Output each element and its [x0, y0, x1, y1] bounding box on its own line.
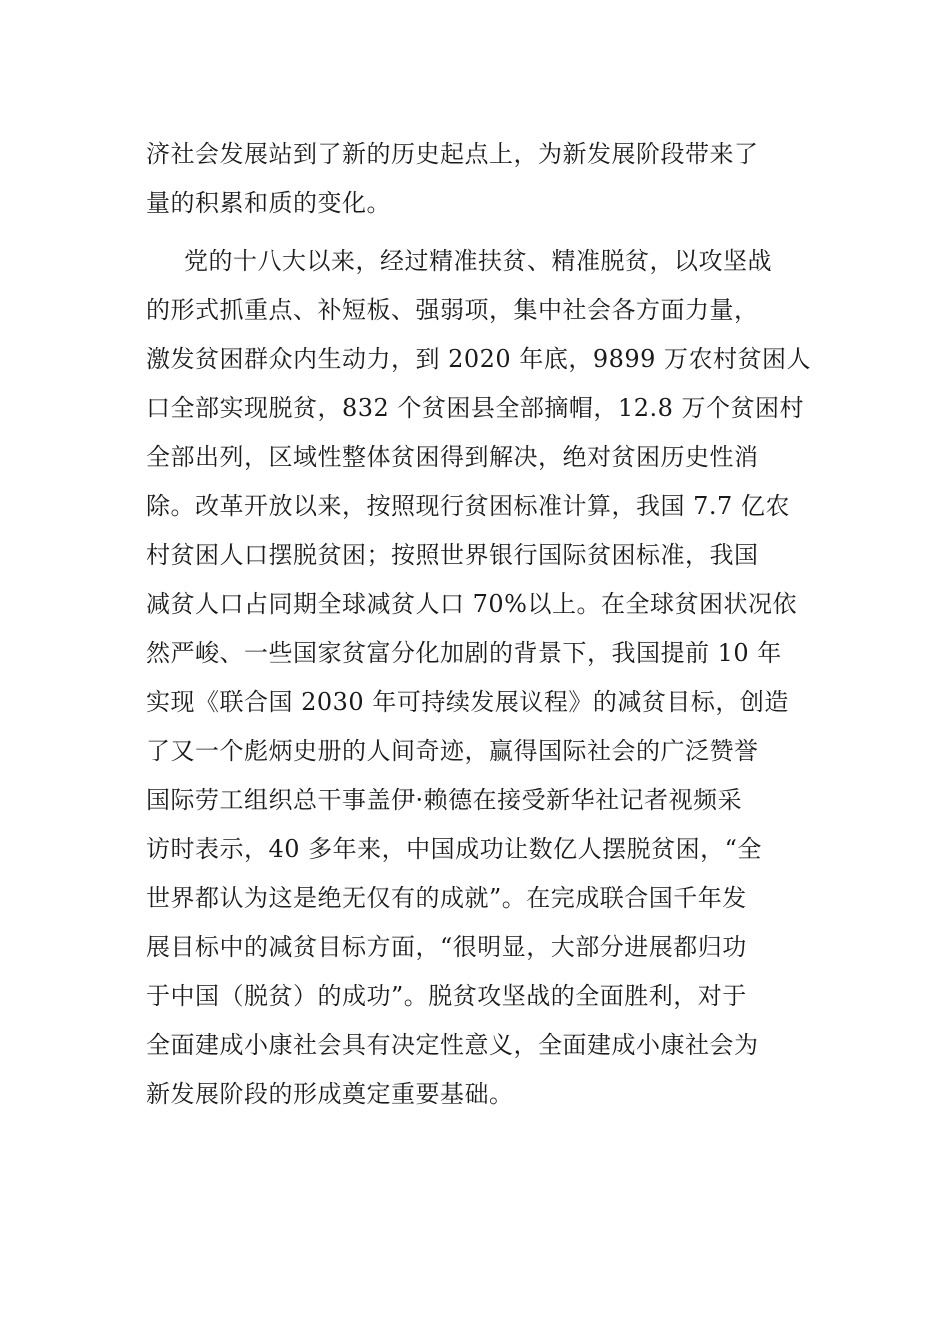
paragraph-line: 世界都认为这是绝无仅有的成就”。在完成联合国千年发	[146, 884, 747, 912]
paragraph-line: 减贫人口占同期全球减贫人口 70%以上。在全球贫困状况依	[146, 590, 797, 618]
paragraph-line: 实现《联合国 2030 年可持续发展议程》的减贫目标，创造	[146, 688, 789, 716]
paragraph-line: 村贫困人口摆脱贫困；按照世界银行国际贫困标准，我国	[146, 541, 759, 569]
paragraph-1	[146, 130, 808, 228]
paragraph-line: 除。改革开放以来，按照现行贫困标准计算，我国 7.7 亿农	[146, 492, 790, 520]
paragraph-line: 展目标中的减贫目标方面，“很明显，大部分进展都归功	[146, 933, 747, 961]
paragraph-spacer	[146, 228, 808, 237]
paragraph-line: 口全部实现脱贫，832 个贫困县全部摘帽，12.8 万个贫困村	[146, 394, 805, 422]
paragraph-2	[146, 237, 812, 1119]
paragraph-line: 量的积累和质的变化。	[146, 189, 391, 217]
paragraph-line: 国际劳工组织总干事盖伊·赖德在接受新华社记者视频采	[146, 786, 743, 814]
document-body	[146, 130, 812, 1119]
paragraph-line: 的形式抓重点、补短板、强弱项，集中社会各方面力量，	[146, 296, 759, 324]
paragraph-line: 于中国（脱贫）的成功”。脱贫攻坚战的全面胜利，对于	[146, 982, 747, 1010]
paragraph-line: 访时表示，40 多年来，中国成功让数亿人摆脱贫困，“全	[146, 835, 762, 863]
paragraph-line: 激发贫困群众内生动力，到 2020 年底，9899 万农村贫困人	[146, 345, 812, 373]
paragraph-line: 全面建成小康社会具有决定性意义，全面建成小康社会为	[146, 1031, 759, 1059]
paragraph-first-line: 党的十八大以来，经过精准扶贫、精准脱贫，以攻坚战	[184, 247, 772, 275]
paragraph-line: 新发展阶段的形成奠定重要基础。	[146, 1080, 514, 1108]
paragraph-line: 然严峻、一些国家贫富分化加剧的背景下，我国提前 10 年	[146, 639, 782, 667]
paragraph-line: 济社会发展站到了新的历史起点上，为新发展阶段带来了	[146, 140, 759, 168]
paragraph-line: 了又一个彪炳史册的人间奇迹，赢得国际社会的广泛赞誉	[146, 737, 759, 765]
paragraph-line: 全部出列，区域性整体贫困得到解决，绝对贫困历史性消	[146, 443, 759, 471]
